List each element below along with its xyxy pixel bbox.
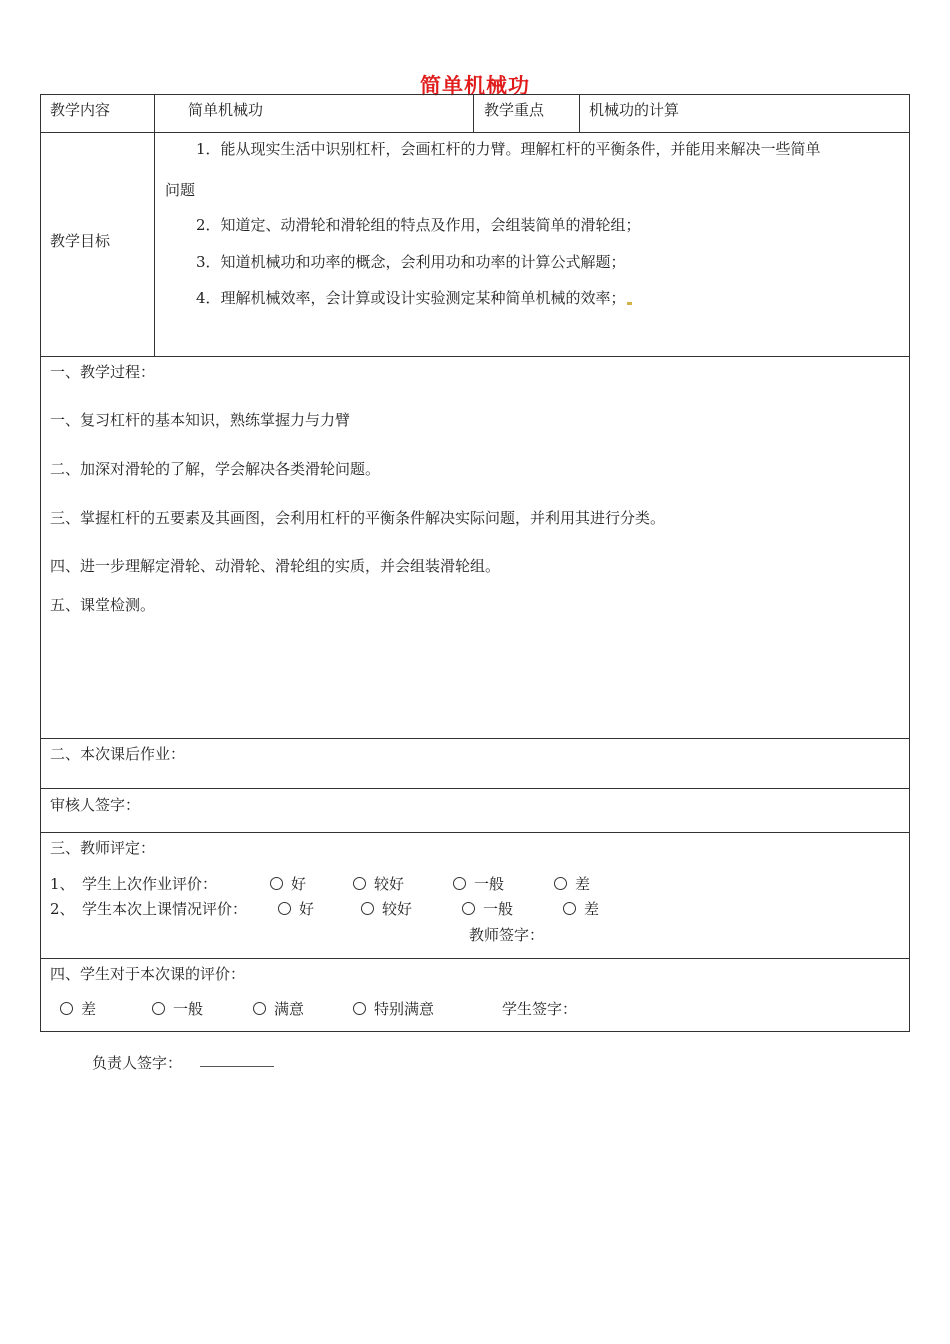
objective-1-line-1: 1．能从现实生活中识别杠杆，会画杠杆的力臂。理解杠杆的平衡条件，并能用来解决一些简单	[196, 140, 821, 158]
responsible-signature-label: 负责人签字：	[92, 1054, 183, 1072]
radio-circle-icon	[554, 877, 567, 890]
last-homework-eval-label: 1、 学生上次作业评价：	[50, 875, 218, 893]
objective-1-line-2: 问题	[165, 181, 196, 199]
radio-circle-icon	[353, 1002, 366, 1015]
radio-circle-icon	[453, 877, 466, 890]
radio-circle-icon	[462, 902, 475, 915]
class-performance-eval-label: 2、 学生本次上课情况评价：	[50, 900, 248, 918]
teaching-content-value: 简单机械功	[188, 101, 264, 119]
student-eval-option-very-satisfied[interactable]: 特别满意	[353, 998, 434, 1019]
last-homework-option-average[interactable]: 一般	[453, 873, 504, 894]
label-teaching-content: 教学内容	[50, 101, 111, 119]
document-title: 简单机械功	[420, 74, 530, 98]
class-performance-option-good[interactable]: 好	[278, 898, 314, 919]
teaching-focus-value: 机械功的计算	[589, 101, 680, 119]
reviewer-signature-label: 审核人签字：	[50, 796, 141, 814]
label-teaching-objectives: 教学目标	[50, 232, 111, 250]
process-step-4: 四、进一步理解定滑轮、动滑轮、滑轮组的实质，并会组装滑轮组。	[50, 557, 501, 575]
class-performance-option-average[interactable]: 一般	[462, 898, 513, 919]
objective-3: 3．知道机械功和功率的概念，会利用功和功率的计算公式解题；	[196, 253, 626, 271]
process-step-2: 二、加深对滑轮的了解，学会解决各类滑轮问题。	[50, 460, 381, 478]
label-teaching-focus: 教学重点	[484, 101, 545, 119]
annotation-mark	[627, 302, 632, 305]
objective-4: 4．理解机械效率，会计算或设计实验测定某种简单机械的效率；	[196, 287, 632, 308]
student-eval-option-satisfied[interactable]: 满意	[253, 998, 304, 1019]
homework-label: 二、本次课后作业：	[50, 745, 186, 763]
process-step-1: 一、复习杠杆的基本知识，熟练掌握力与力臂	[50, 411, 351, 429]
process-heading: 一、教学过程：	[50, 363, 156, 381]
radio-circle-icon	[563, 902, 576, 915]
class-performance-option-poor[interactable]: 差	[563, 898, 599, 919]
class-performance-option-fairly-good[interactable]: 较好	[361, 898, 412, 919]
student-signature-label: 学生签字：	[502, 1000, 578, 1018]
radio-circle-icon	[278, 902, 291, 915]
student-eval-heading: 四、学生对于本次课的评价：	[50, 965, 246, 983]
teacher-signature-label: 教师签字：	[469, 926, 545, 944]
last-homework-option-fairly-good[interactable]: 较好	[353, 873, 404, 894]
radio-circle-icon	[270, 877, 283, 890]
student-eval-option-poor[interactable]: 差	[60, 998, 96, 1019]
radio-circle-icon	[353, 877, 366, 890]
last-homework-option-good[interactable]: 好	[270, 873, 306, 894]
radio-circle-icon	[152, 1002, 165, 1015]
teacher-eval-heading: 三、教师评定：	[50, 839, 156, 857]
student-eval-option-average[interactable]: 一般	[152, 998, 203, 1019]
radio-circle-icon	[253, 1002, 266, 1015]
responsible-signature-line[interactable]	[200, 1066, 274, 1067]
process-step-3: 三、掌握杠杆的五要素及其画图，会利用杠杆的平衡条件解决实际问题，并利用其进行分类。	[50, 509, 666, 527]
objective-2: 2．知道定、动滑轮和滑轮组的特点及作用，会组装简单的滑轮组；	[196, 216, 641, 234]
last-homework-option-poor[interactable]: 差	[554, 873, 590, 894]
process-step-5: 五、课堂检测。	[50, 596, 156, 614]
radio-circle-icon	[361, 902, 374, 915]
radio-circle-icon	[60, 1002, 73, 1015]
